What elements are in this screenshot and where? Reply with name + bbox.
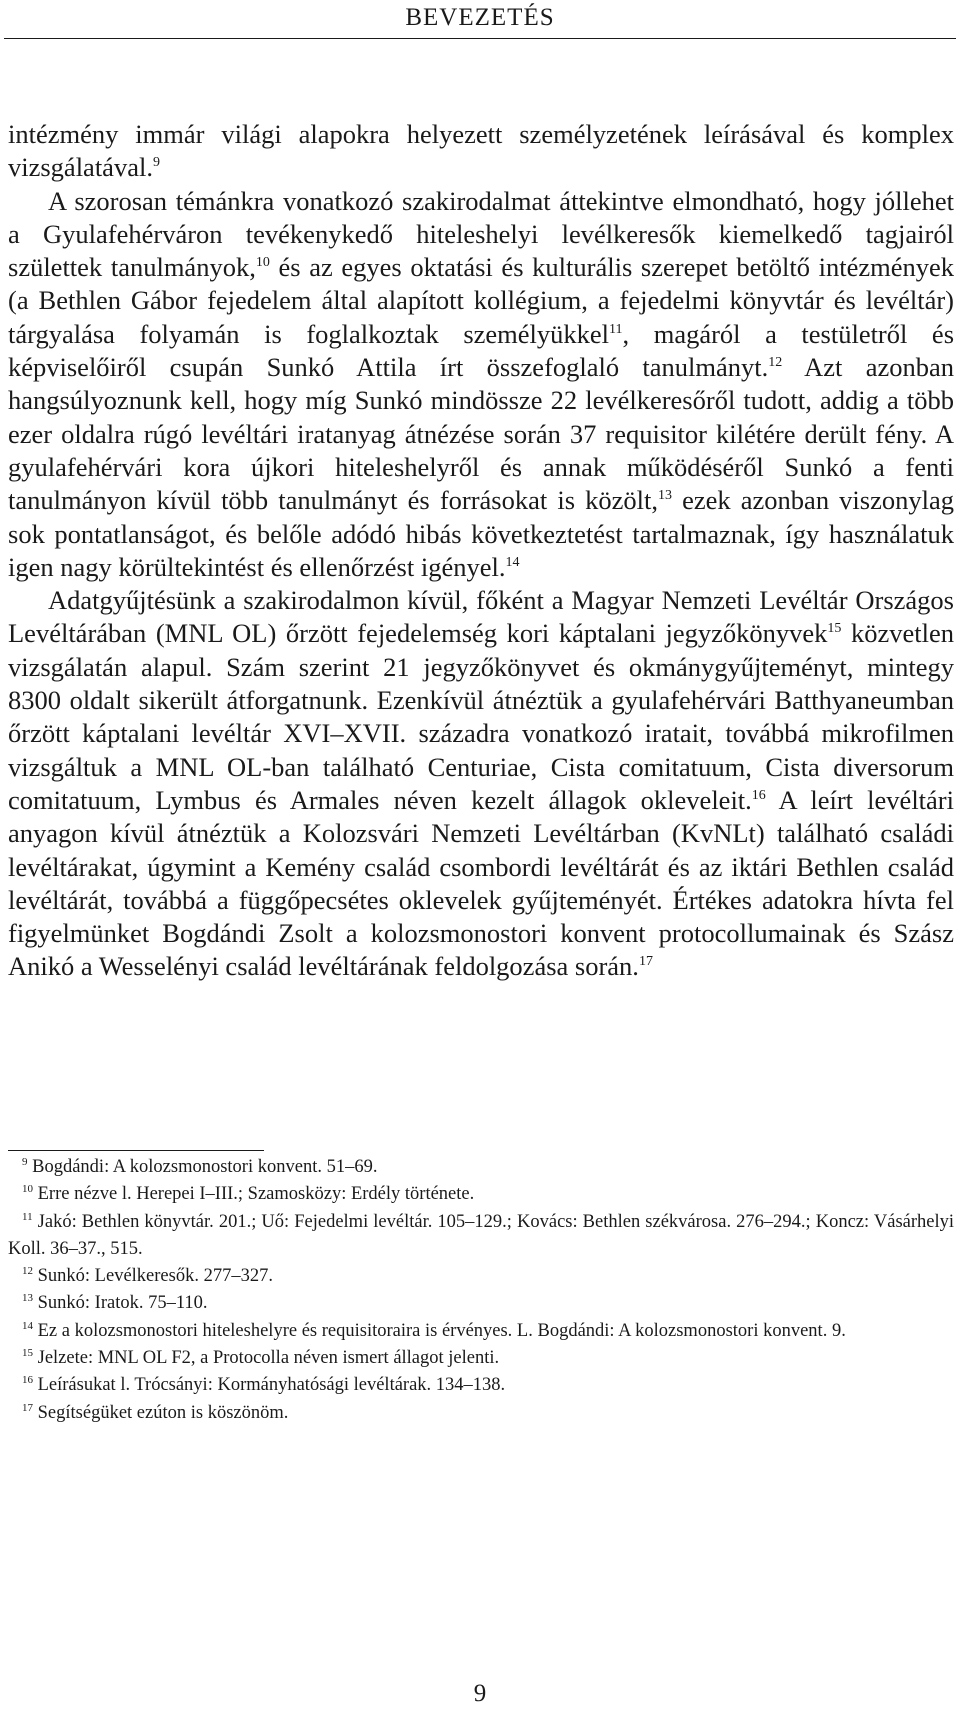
page-number: 9 [473, 1680, 487, 1707]
paragraph-text: A szorosan témánkra vonatkozó szakirodalmat áttekintve elmondható, hogy jóllehet a Gyulafehérváron tevékenykedő hiteleshelyi levélkeresők kiemelkedő tagjairól születtek tanulmányok, [8, 185, 954, 283]
footnote-separator [8, 1150, 264, 1151]
paragraph-text: Azt azonban hangsúlyoznunk kell, hogy míg Sunkó mindössze 22 levélkeresőről tudott, addig a több ezer oldalra rúgó levéltári iratanyag átnézése során 37 requisitor kilétére derült fény. A gyulafehérvári kora újkori hiteleshelyről és annak működéséről Sunkó a fenti tanulmányon kívül több tanulmányt és forrásokat is közölt, [8, 352, 954, 516]
paragraph [8, 584, 954, 984]
footnote-ref[interactable]: 16 [751, 788, 766, 804]
header-rule [4, 38, 956, 39]
footnote-number: 13 [22, 1292, 33, 1305]
footnote [8, 1400, 954, 1427]
footnote-text: Sunkó: Iratok. 75–110. [37, 1293, 208, 1314]
paragraph [8, 185, 954, 585]
footnote-text: Erre nézve l. Herepei I–III.; Szamosközy: Erdély története. [37, 1184, 475, 1205]
footnote-text: Jakó: Bethlen könyvtár. 201.; Uő: Fejedelmi levéltár. 105–129.; Kovács: Bethlen székvárosa. 276–294.; Koncz: Vásárhelyi Koll. 36–37., 515. [8, 1211, 955, 1259]
footnote-text: Jelzete: MNL OL F2, a Protocolla néven ismert állagot jelenti. [37, 1348, 500, 1369]
footnote-ref[interactable]: 11 [609, 321, 623, 337]
footnote-number: 14 [22, 1319, 33, 1332]
footnote-ref[interactable]: 12 [768, 355, 783, 371]
footnote-ref[interactable]: 17 [638, 954, 653, 970]
footnote-ref[interactable]: 15 [827, 621, 842, 637]
footnote-ref[interactable]: 13 [658, 488, 673, 504]
footnote [8, 1154, 954, 1181]
footnote-number: 11 [22, 1210, 33, 1223]
footnote [8, 1209, 954, 1264]
paragraph-text: és az egyes oktatási és kulturális szerepet betöltő intézmények (a Bethlen Gábor fejedelem által alapított kollégium, a fejedelmi könyvtár és levéltár) tárgyalása folyamán is foglalkoztak személyükkel [8, 252, 954, 349]
footnote [8, 1318, 954, 1345]
paragraph-text: közvetlen vizsgálatán alapul. Szám szerint 21 jegyzőkönyvet és okmánygyűjteményt, mintegy 8300 oldalt sikerült átforgatnunk. Ezenkívül átnéztük a gyulafehérvári Batthyaneumban őrzött káptalani levéltár XVI–XVII. századra vonatkozó iratait, továbbá mikrofilmen vizsgáltuk a MNL OL-ban található Centuriae, Cista comitatuum, Cista diversorum comitatuum, Lymbus és Armales néven kezelt állagok okleveleit. [8, 618, 954, 815]
footnote-ref[interactable]: 9 [152, 155, 160, 171]
footnote-number: 9 [22, 1155, 28, 1168]
paragraph-text: , magáról a testületről és képviselőiről csupán Sunkó Attila írt összefoglaló tanulmányt. [8, 318, 955, 383]
footnote [8, 1345, 954, 1372]
footnotes [8, 1154, 954, 1427]
footnote-text: Ez a kolozsmonostori hiteleshelyre és requisitoraira is érvényes. L. Bogdándi: A kolozsmonostori konvent. 9. [37, 1320, 846, 1341]
footnote-text: Segítségüket ezúton is köszönöm. [37, 1402, 289, 1423]
footnote-text: Sunkó: Levélkeresők. 277–327. [37, 1266, 273, 1287]
paragraph-text: intézmény immár világi alapokra helyezett személyzetének leírásával és komplex vizsgálatával. [8, 119, 954, 183]
footnote-ref[interactable]: 10 [255, 255, 270, 271]
footnote-text: Leírásukat l. Trócsányi: Kormányhatósági levéltárak. 134–138. [37, 1375, 506, 1396]
footnote [8, 1372, 954, 1399]
paragraph-text: A leírt levéltári anyagon kívül átnéztük a Kolozsvári Nemzeti Levéltárban (KvNLt) található családi levéltárakat, úgymint a Kemény család csombordi levéltárát és az iktári Bethlen család levéltárát, továbbá a függőpecsétes oklevelek gyűjteményét. Értékes adatokra hívta fel figyelmünket Bogdándi Zsolt a kolozsmonostori konvent protocollumainak és Szász Anikó a Wesselényi család levéltárának feldolgozása során. [8, 784, 954, 982]
body-text [8, 118, 954, 984]
footnote-number: 17 [22, 1401, 33, 1414]
footnote [8, 1181, 954, 1208]
footnote [8, 1263, 954, 1290]
footnote-number: 15 [22, 1346, 33, 1359]
footnote-number: 10 [22, 1183, 33, 1196]
footnote-number: 16 [22, 1374, 33, 1387]
paragraph-text: Adatgyűjtésünk a szakirodalmon kívül, főként a Magyar Nemzeti Levéltár Országos Levéltárában (MNL OL) őrzött fejedelemség kori káptalani jegyzőkönyvek [8, 585, 954, 649]
paragraph-text: ezek azonban viszonylag sok pontatlanságot, és belőle adódó hibás következtetést tartalmaznak, így használatuk igen nagy körültekintést és ellenőrzést igényel. [8, 485, 954, 582]
footnote-text: Bogdándi: A kolozsmonostori konvent. 51–69. [32, 1157, 378, 1177]
footnote [8, 1290, 954, 1317]
paragraph [8, 118, 954, 185]
running-head: BEVEZETÉS [405, 4, 555, 31]
footnote-number: 12 [22, 1265, 33, 1278]
footnote-ref[interactable]: 14 [505, 555, 520, 571]
